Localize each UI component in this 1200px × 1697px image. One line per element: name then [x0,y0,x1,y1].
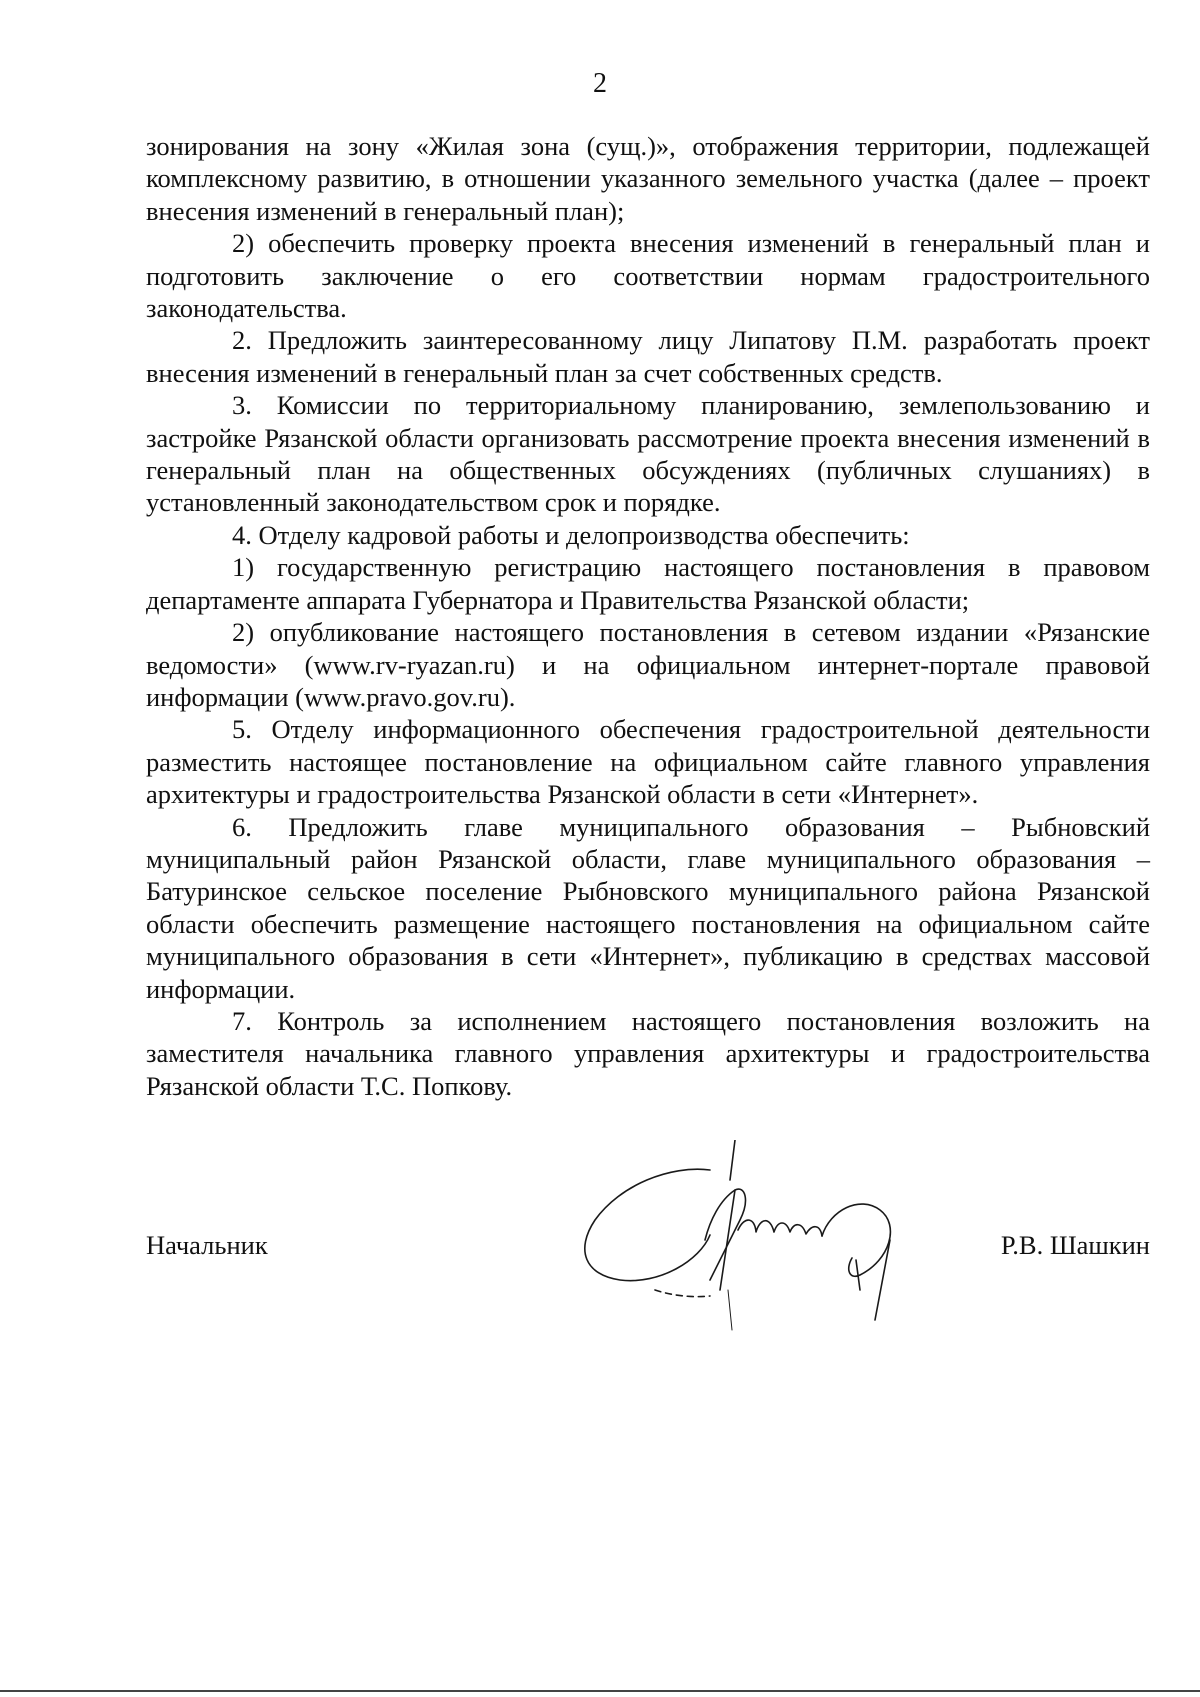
signatory-title: Начальник [146,1230,268,1260]
signatory-name: Р.В. Шашкин [1000,1230,1150,1260]
paragraph-2: 2. Предложить заинтересованному лицу Липатову П.М. разработать проект внесения изменений в генеральный план за счет собственных средств. [146,325,1150,388]
paragraph-5: 5. Отделу информационного обеспечения градостроительной деятельности разместить настоящее постановление на официальном сайте главного управления архитектуры и градостроительства Рязанской области в сети «Интернет». [146,714,1150,810]
paragraph-4: 4. Отделу кадровой работы и делопроизводства обеспечить: [232,519,910,550]
paragraph-4-item-2: 2) опубликование настоящего постановления в сетевом издании «Рязанские ведомости» (www.rv-ryazan.ru) и на официальном интернет-портале правовой информации (www.pravo.gov.ru). [146,617,1150,712]
paragraph-4-item-1: 1) государственную регистрацию настоящего постановления в правовом департаменте аппарата Губернатора и Правительства Рязанской области; [146,552,1150,615]
bottom-divider [0,1690,1200,1692]
paragraph-continuation: зонирования на зону «Жилая зона (сущ.)», отображения территории, подлежащей комплексному развитию, в отношении указанного земельного участка (далее – проект внесения изменений в генеральный план); [146,131,1150,226]
paragraph-6: 6. Предложить главе муниципального образования – Рыбновский муниципальный район Рязанской области, главе муниципального образования – Батуринское сельское поселение Рыбновского муниципального района Рязанской области обеспечить размещение настоящего постановления на официальном сайте муниципального образования в сети «Интернет», публикацию в средствах массовой информации. [146,811,1150,1004]
paragraph-3: 3. Комиссии по территориальному планированию, землепользованию и застройке Рязанской области организовать рассмотрение проекта внесения изменений в генеральный план на общественных обсуждениях (публичных слушаниях) в установленный законодательством срок и порядке. [146,390,1150,518]
page-number: 2 [593,68,607,99]
paragraph-item-1-2: 2) обеспечить проверку проекта внесения изменений в генеральный план и подготовить заключение о его соответствии нормам градостроительного законодательства. [146,228,1150,324]
paragraph-7: 7. Контроль за исполнением настоящего постановления возложить на заместителя начальника главного управления архитектуры и градостроительства Рязанской области Т.С. Попкову. [146,1005,1150,1101]
handwritten-signature [560,1140,940,1350]
document-body [146,130,1150,1102]
